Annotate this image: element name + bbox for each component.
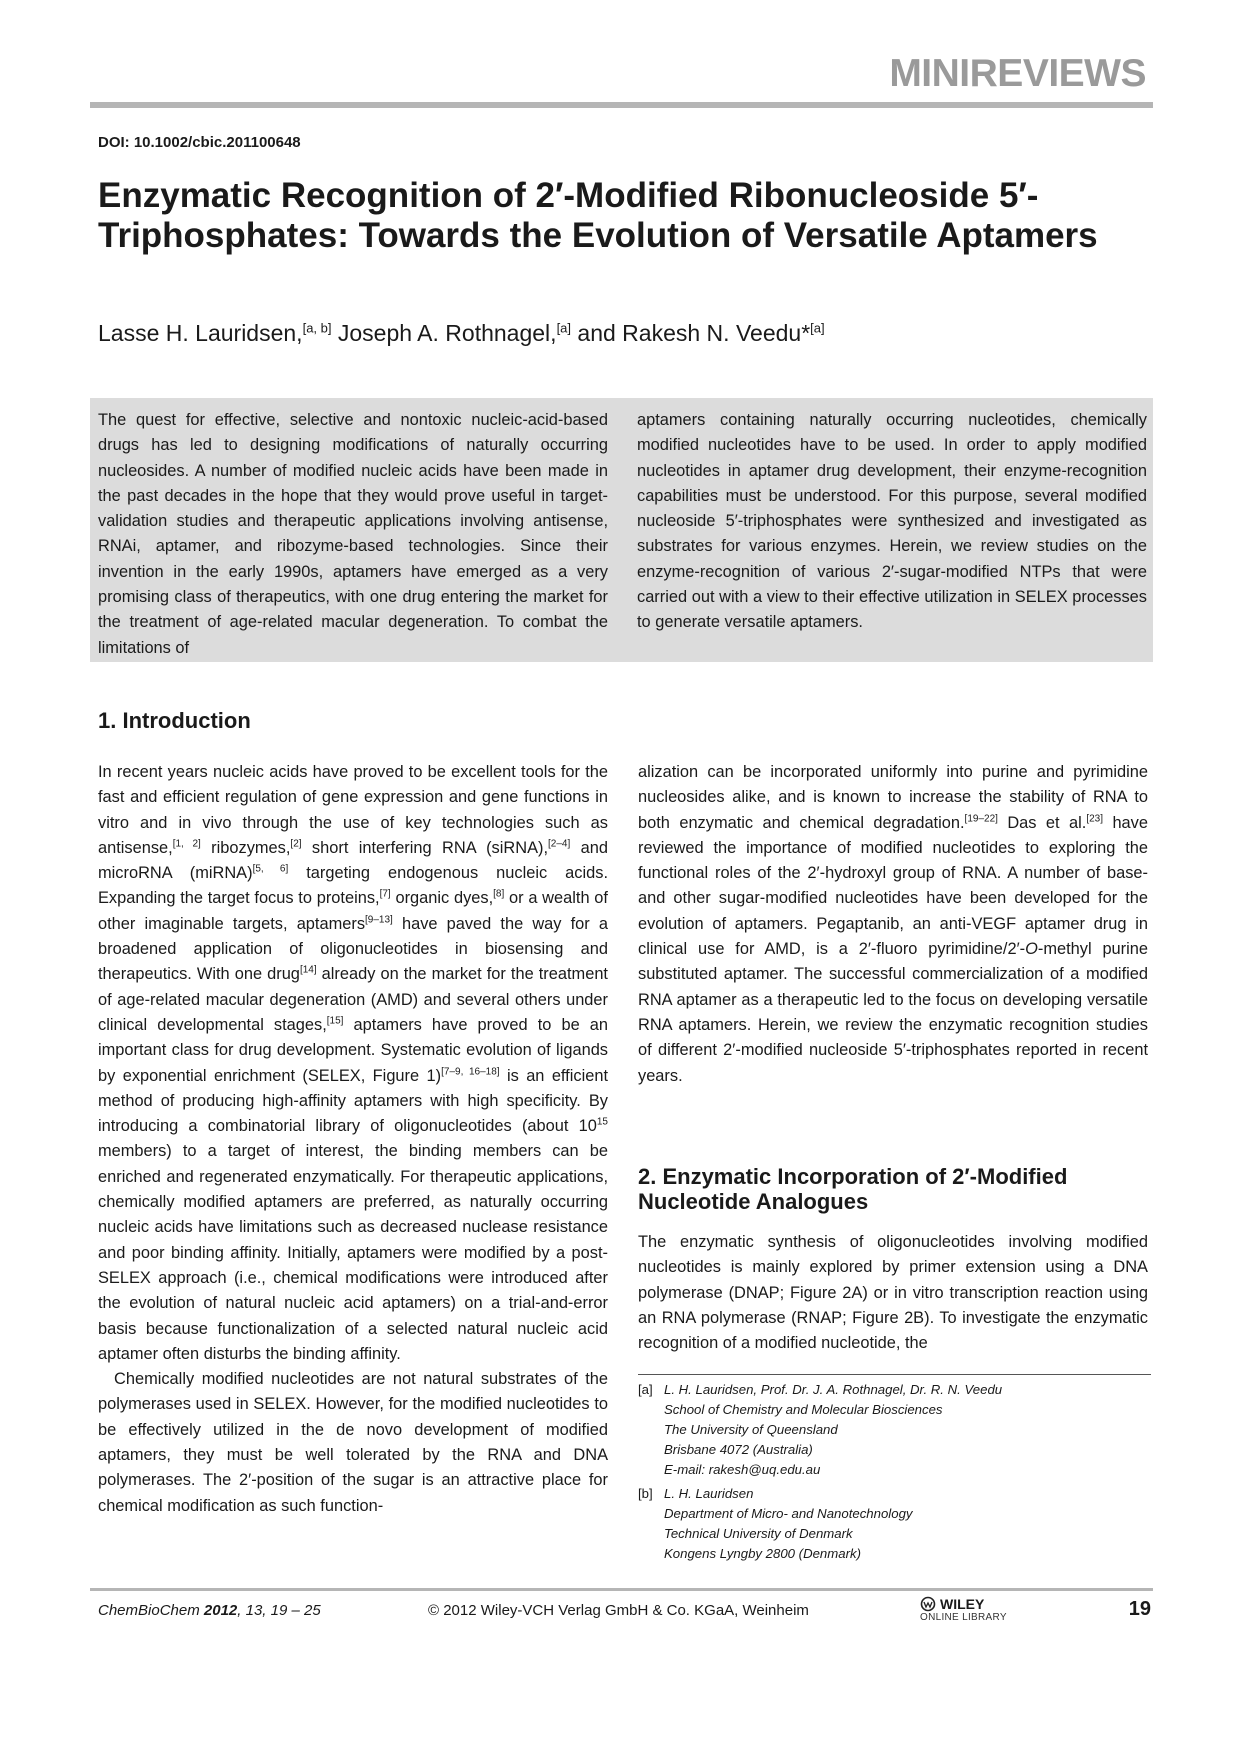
intro-column-2: alization can be incorporated uniformly into purine and pyrimidine nucleosides alike, and is known to increase the stability of RNA to both enzymatic and chemical degradation.[19–22] Das et al.[23] have reviewed the importance of modified nucleotides to exploring the functional roles of the 2′-hydroxyl group of RNA. A number of base- and other sugar-modified nucleotides have been developed for the evolution of aptamers. Pegaptanib, an anti-VEGF aptamer drug in clinical use for AMD, is a 2′-fluoro pyrimidine/2′-O-methyl purine substituted aptamer. The successful commercialization of a modified RNA aptamer as a therapeutic led to the focus on developing versatile RNA aptamers. Herein, we review the enzymatic recognition studies of different 2′-modified nucleoside 5′-triphosphates reported in recent years.: [638, 763, 1149, 1085]
section-2-heading: 2. Enzymatic Incorporation of 2′-Modified Nucleotide Analogues: [638, 1164, 1068, 1214]
footer-copyright: © 2012 Wiley-VCH Verlag GmbH & Co. KGaA, Weinheim: [428, 1602, 809, 1619]
footnote-mark: [b]: [638, 1486, 653, 1501]
footnote-mark: [a]: [638, 1382, 653, 1397]
intro-heading: 1. Introduction: [98, 708, 251, 733]
footnote-line: L. H. Lauridsen: [664, 1486, 754, 1501]
volume-pages: , 13, 19 – 25: [237, 1602, 321, 1619]
logo-wordmark: WILEY: [940, 1596, 985, 1612]
footnote-a: [638, 1380, 1151, 1480]
intro-column-1: [98, 760, 608, 1519]
top-rule: [90, 102, 1153, 108]
wiley-online-library-logo[interactable]: [920, 1596, 1030, 1623]
logo-subtitle: ONLINE LIBRARY: [920, 1612, 1007, 1623]
journal-name: ChemBioChem: [98, 1602, 200, 1619]
author-list: [98, 320, 825, 347]
affiliation-mark: [a]: [556, 320, 572, 336]
section-2-text: The enzymatic synthesis of oligonucleotides involving modified nucleotides is mainly explored by primer extension using a DNA polymerase (DNAP; Figure 2A) or in vitro transcription reaction using an RNA polymerase (RNAP; Figure 2B). To investigate the enzymatic recognition of a modified nucleotide, the: [638, 1233, 1148, 1353]
abstract-column-1: The quest for effective, selective and nontoxic nucleic-acid-based drugs has led to designing modifications of naturally occurring nucleosides. A number of modified nucleic acids have been made in the past decades in the hope that they would prove useful in target-validation studies and therapeutic applications involving antisense, RNAi, aptamer, and ribozyme-based technologies. Since their invention in the early 1990s, aptamers have emerged as a very promising class of therapeutics, with one drug entering the market for the treatment of age-related macular degeneration. To combat the limitations of: [98, 411, 608, 657]
intro-paragraph-1: In recent years nucleic acids have proved to be excellent tools for the fast and efficient regulation of gene expression and gene functions in vitro and in vivo through the use of key technologies such as antisense,[1, 2] ribozymes,[2] short interfering RNA (siRNA),[2–4] and microRNA (miRNA)[5, 6] targeting endogenous nucleic acids. Expanding the target focus to proteins,[7] organic dyes,[8] or a wealth of other imaginable targets, aptamers[9–13] have paved the way for a broadened application of oligonucleotides in biosensing and therapeutics. With one drug[14] already on the market for the treatment of age-related macular degeneration (AMD) and several others under clinical developmental stages,[15] aptamers have proved to be an important class for drug development. Systematic evolution of ligands by exponential enrichment (SELEX, Figure 1)[7–9, 16–18] is an efficient method of producing high-affinity aptamers with high specificity. By introducing a combinatorial library of oligonucleotides (about $10^{15}$ members) to a target of interest, the binding members can be enriched and regenerated enzymatically. For therapeutic applications, chemically modified aptamers are preferred, as naturally occurring nucleic acids have limitations such as decreased nuclease resistance and poor binding affinity. Initially, aptamers were modified by a post-SELEX approach (i.e., chemical modifications were introduced after the evolution of natural nucleic acid aptamers) on a trial-and-error basis because functionalization of a selected natural nucleic acid aptamer often disturbs the binding affinity.: [98, 763, 609, 1363]
footnote-rule: [638, 1374, 1151, 1375]
page-number: 19: [1128, 1598, 1151, 1620]
footnote-line: Department of Micro- and Nanotechnology: [664, 1506, 913, 1521]
affiliation-mark: [a]: [810, 320, 825, 336]
abstract-column-2: aptamers containing naturally occurring nucleotides, chemically modified nucleotides have to be used. In order to apply modified nucleotides in aptamer drug development, their enzyme-recognition capabilities must be understood. For this purpose, several modified nucleoside 5′-triphosphates were synthesized and investigated as substrates for various enzymes. Herein, we review studies on the enzyme-recognition of various 2′-sugar-modified NTPs that were carried out with a view to their effective utilization in SELEX processes to generate versatile aptamers.: [637, 411, 1147, 632]
section-label: MINIREVIEWS: [889, 52, 1146, 95]
footer-citation: [98, 1602, 321, 1619]
footnote-line: L. H. Lauridsen, Prof. Dr. J. A. Rothnagel, Dr. R. N. Veedu: [664, 1382, 1003, 1397]
author-name: Joseph A. Rothnagel,: [331, 320, 557, 346]
footnote-line: Kongens Lyngby 2800 (Denmark): [664, 1546, 861, 1561]
journal-year: 2012: [203, 1602, 238, 1619]
article-title: Enzymatic Recognition of 2′-Modified Ribonucleoside 5′-Triphosphates: Towards the Evolution of Versatile Aptamers: [98, 176, 1098, 255]
abstract-box: [90, 398, 1153, 662]
footnote-email[interactable]: E-mail: rakesh@uq.edu.au: [664, 1462, 821, 1477]
footnote-line: The University of Queensland: [664, 1422, 838, 1437]
footnote-line: School of Chemistry and Molecular Biosciences: [664, 1402, 943, 1417]
footnote-b: [638, 1484, 1151, 1564]
footnote-line: Technical University of Denmark: [664, 1526, 853, 1541]
wiley-logo-icon: [920, 1596, 938, 1612]
footnote-line: Brisbane 4072 (Australia): [664, 1442, 813, 1457]
doi[interactable]: DOI: 10.1002/cbic.201100648: [98, 134, 301, 151]
author-name: Lasse H. Lauridsen,: [98, 320, 303, 346]
affiliation-footnotes: [638, 1380, 1151, 1568]
affiliation-mark: [a, b]: [302, 320, 332, 336]
bottom-rule: [90, 1588, 1153, 1591]
author-name: and Rakesh N. Veedu*: [571, 320, 811, 346]
intro-paragraph-2: Chemically modified nucleotides are not natural substrates of the polymerases used in SELEX. However, for the modified nucleotides to be effectively utilized in the de novo development of modified aptamers, they must be well tolerated by the RNA and DNA polymerases. The 2′-position of the sugar is an attractive place for chemical modification as such function-: [98, 1370, 608, 1515]
